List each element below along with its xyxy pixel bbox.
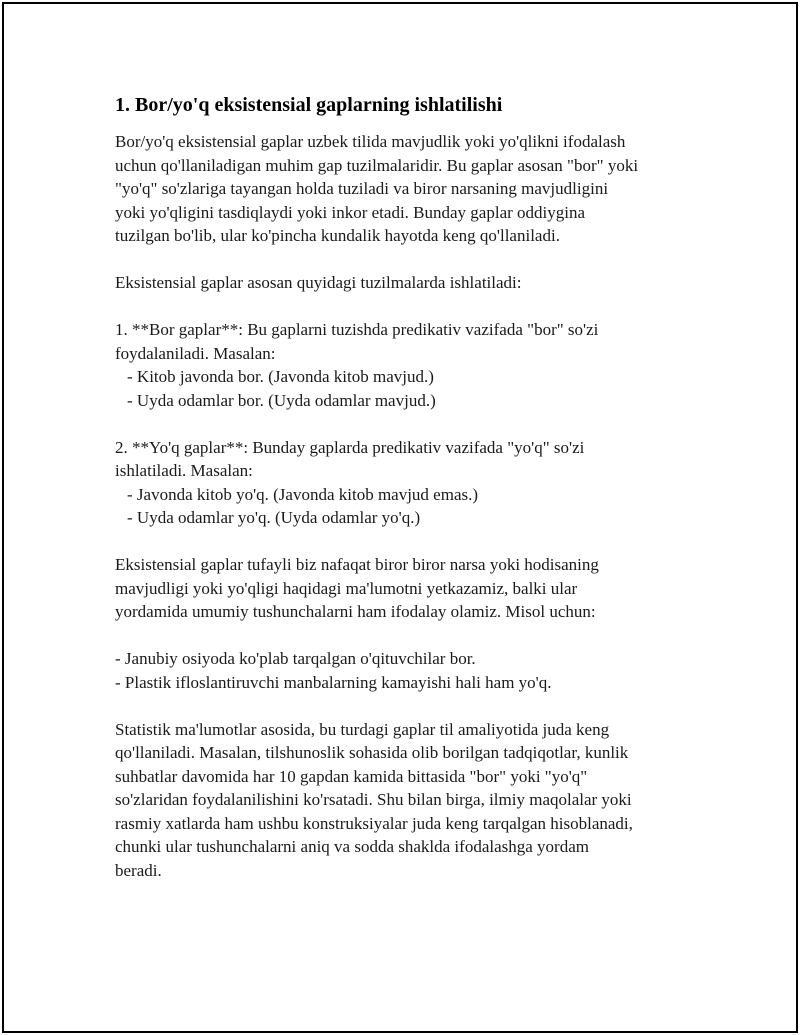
spacer bbox=[115, 530, 695, 554]
text-line: Eksistensial gaplar tufayli biz nafaqat biror biror narsa yoki hodisaning bbox=[115, 555, 599, 574]
example-line: - Uyda odamlar bor. (Uyda odamlar mavjud.) bbox=[127, 390, 436, 410]
spacer bbox=[115, 694, 695, 718]
list-item-bor bbox=[115, 318, 695, 412]
text-line: mavjudligi yoki yo'qligi haqidagi ma'lumotni yetkazamiz, balki ular bbox=[115, 578, 578, 598]
text-line: Bor/yo'q eksistensial gaplar uzbek tilida mavjudlik yoki yo'qlikni ifodalash bbox=[115, 132, 626, 151]
document-heading: 1. Bor/yo'q eksistensial gaplarning ishlatilishi bbox=[115, 94, 503, 116]
text-line: yoki yo'qligini tasdiqlaydi yoki inkor etadi. Bunday gaplar oddiygina bbox=[115, 202, 586, 222]
text-line: chunki ular tushunchalarni aniq va sodda shaklda ifodalashga yordam bbox=[115, 837, 589, 856]
bullet-item: - Plastik ifloslantiruvchi manbalarning kamayishi hali ham yo'q. bbox=[115, 672, 552, 692]
text-line: 1. **Bor gaplar**: Bu gaplarni tuzishda predikativ vazifada "bor" so'zi bbox=[115, 320, 599, 339]
text-line: so'zlaridan foydalanilishini ko'rsatadi. Shu bilan birga, ilmiy maqolalar yoki bbox=[115, 790, 632, 809]
text-line: qo'llaniladi. Masalan, tilshunoslik sohasida olib borilgan tadqiqotlar, kunlik bbox=[115, 743, 629, 762]
spacer bbox=[115, 624, 695, 648]
text-line: uchun qo'llaniladigan muhim gap tuzilmalaridir. Bu gaplar asosan "bor" yoki bbox=[115, 155, 639, 175]
example-line: - Kitob javonda bor. (Javonda kitob mavjud.) bbox=[127, 367, 434, 386]
bullet-item: - Janubiy osiyoda ko'plab tarqalgan o'qituvchilar bor. bbox=[115, 649, 476, 668]
spacer bbox=[115, 248, 695, 272]
text-line: yordamida umumiy tushunchalarni ham ifodalay olamiz. Misol uchun: bbox=[115, 602, 596, 621]
text-line: Statistik ma'lumotlar asosida, bu turdagi gaplar til amaliyotida juda keng bbox=[115, 719, 610, 739]
text-line: 2. **Yo'q gaplar**: Bunday gaplarda predikativ vazifada "yo'q" so'zi bbox=[115, 437, 585, 457]
text-line: tuzilgan bo'lib, ular ko'pincha kundalik hayotda keng qo'llaniladi. bbox=[115, 226, 560, 245]
structures-intro: Eksistensial gaplar asosan quyidagi tuzilmalarda ishlatiladi: bbox=[115, 273, 522, 292]
text-line: beradi. bbox=[115, 860, 162, 880]
list-item-yoq bbox=[115, 436, 695, 530]
text-line: suhbatlar davomida har 10 gapdan kamida bittasida "bor" yoki "yo'q" bbox=[115, 766, 588, 786]
spacer bbox=[115, 295, 695, 319]
spacer bbox=[115, 412, 695, 436]
text-line: rasmiy xatlarda ham ushbu konstruksiyalar juda keng tarqalgan hisoblanadi, bbox=[115, 813, 633, 833]
paragraph-four bbox=[115, 718, 695, 883]
document-body bbox=[115, 92, 695, 882]
intro-paragraph bbox=[115, 130, 695, 248]
text-line: ishlatiladi. Masalan: bbox=[115, 461, 253, 480]
text-line: foydalaniladi. Masalan: bbox=[115, 343, 276, 363]
example-line: - Uyda odamlar yo'q. (Uyda odamlar yo'q.) bbox=[127, 508, 421, 527]
text-line: "yo'q" so'zlariga tayangan holda tuziladi va biror narsaning mavjudligini bbox=[115, 179, 609, 198]
example-line: - Javonda kitob yo'q. (Javonda kitob mavjud emas.) bbox=[127, 484, 479, 504]
bullet-list bbox=[115, 647, 695, 694]
paragraph-three bbox=[115, 553, 695, 624]
